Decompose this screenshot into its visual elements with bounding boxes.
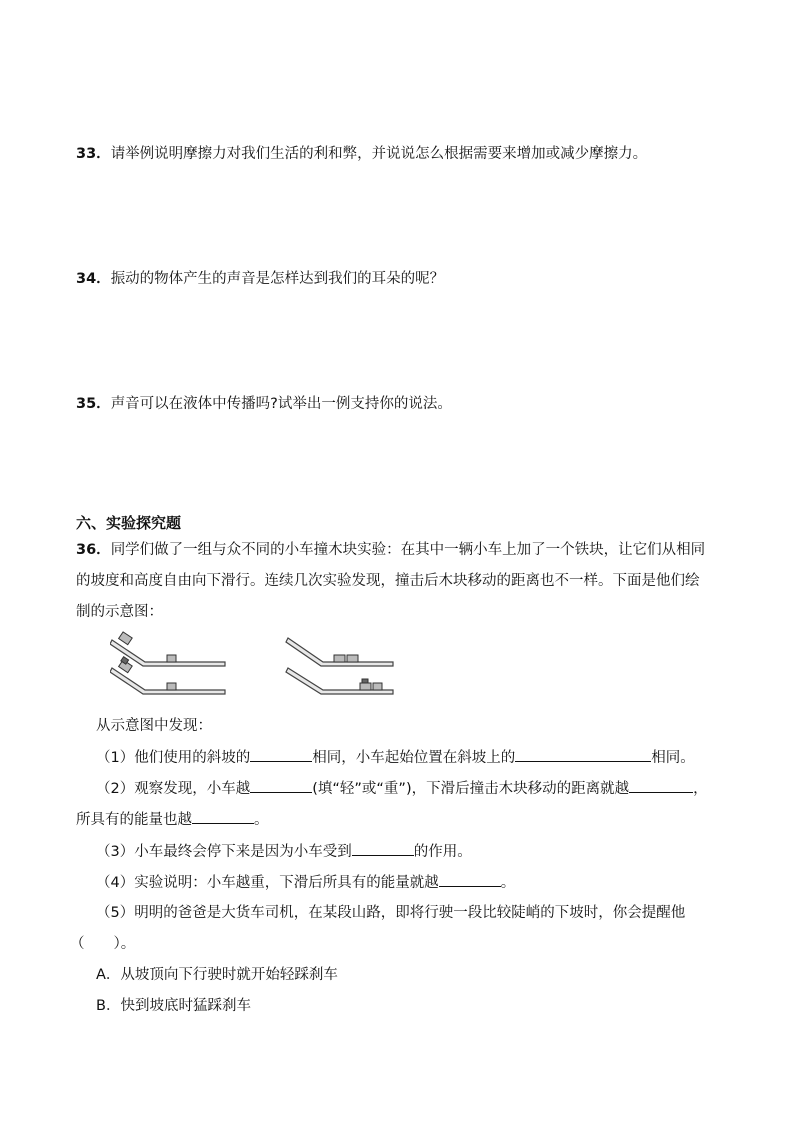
answer-blank[interactable] [515,747,651,762]
sub-question-text: 。 [254,812,269,828]
option-b[interactable]: B．快到坡底时猛踩刹车 [96,998,251,1014]
sub-question-text: 所具有的能量也越 [76,812,192,828]
sub-question-text: ， [693,781,708,797]
wood-block [167,655,176,662]
sub-question-text: （5）明明的爸爸是大货车司机，在某段山路，即将行驶一段比较陡峭的下坡时，你会提醒他 [96,905,686,921]
wood-block [347,655,358,662]
experiment-diagram [110,628,410,700]
question-33 [76,144,726,164]
wood-block [167,683,176,690]
question-34 [76,269,726,289]
sub-question-text: （2）观察发现，小车越 [96,781,251,797]
sub-question-text: (填“轻”或“重”)，下滑后撞击木块移动的距离就越 [312,781,630,797]
sub-question-1 [96,747,746,768]
sub-question-text: 相同。 [651,750,695,766]
question-number: 34． [76,271,111,287]
question-number: 33． [76,146,111,162]
question-text: 请举例说明摩擦力对我们生活的利和弊，并说说怎么根据需要来增加或减少摩擦力。 [110,146,648,162]
sub-question-4 [96,872,746,893]
question-35 [76,394,726,414]
question-text: 振动的物体产生的声音是怎样达到我们的耳朵的呢？ [110,271,445,287]
diagram-finding-intro: 从示意图中发现： [96,718,212,734]
question-36-line-1 [76,540,726,560]
sub-question-3 [96,841,746,862]
sub-question-text: （3）小车最终会停下来是因为小车受到 [96,844,352,860]
answer-blank[interactable] [352,841,414,856]
answer-blank[interactable] [629,778,693,793]
question-36-line-3: 制的示意图： [76,604,163,620]
question-text: 同学们做了一组与众不同的小车撞木块实验：在其中一辆小车上加了一个铁块，让它们从相同 [110,542,706,558]
wood-block [373,683,382,690]
cart [334,655,345,662]
sub-question-2 [96,778,746,799]
cart [119,632,133,645]
answer-blank[interactable] [192,809,254,824]
cart-with-iron [360,683,371,690]
sub-question-text: 。 [500,875,516,891]
sub-question-5 [96,903,746,923]
question-36-line-2: 的坡度和高度自由向下滑行。连续几次实验发现，撞击后木块移动的距离也不一样。下面是他们绘 [76,573,700,589]
question-number: 35． [76,396,111,412]
answer-blank[interactable] [250,778,312,793]
sub-question-5-answer-bracket[interactable]: （ ）。 [70,936,136,952]
answer-blank[interactable] [250,747,312,762]
sub-question-2-continued [76,809,726,830]
sub-question-text: 的作用。 [413,844,472,860]
sub-question-text: （4）实验说明：小车越重，下滑后所具有的能量就越 [96,875,439,891]
iron-block [362,679,368,683]
question-number: 36． [76,542,111,558]
section-heading: 六、实验探究题 [76,514,182,532]
sub-question-text: 相同，小车起始位置在斜坡上的 [312,750,516,766]
sub-question-text: （1）他们使用的斜坡的 [96,750,251,766]
option-a[interactable]: A．从坡顶向下行驶时就开始轻踩刹车 [96,967,338,983]
answer-blank[interactable] [439,872,501,887]
question-text: 声音可以在液体中传播吗?试举出一例支持你的说法。 [110,396,452,412]
